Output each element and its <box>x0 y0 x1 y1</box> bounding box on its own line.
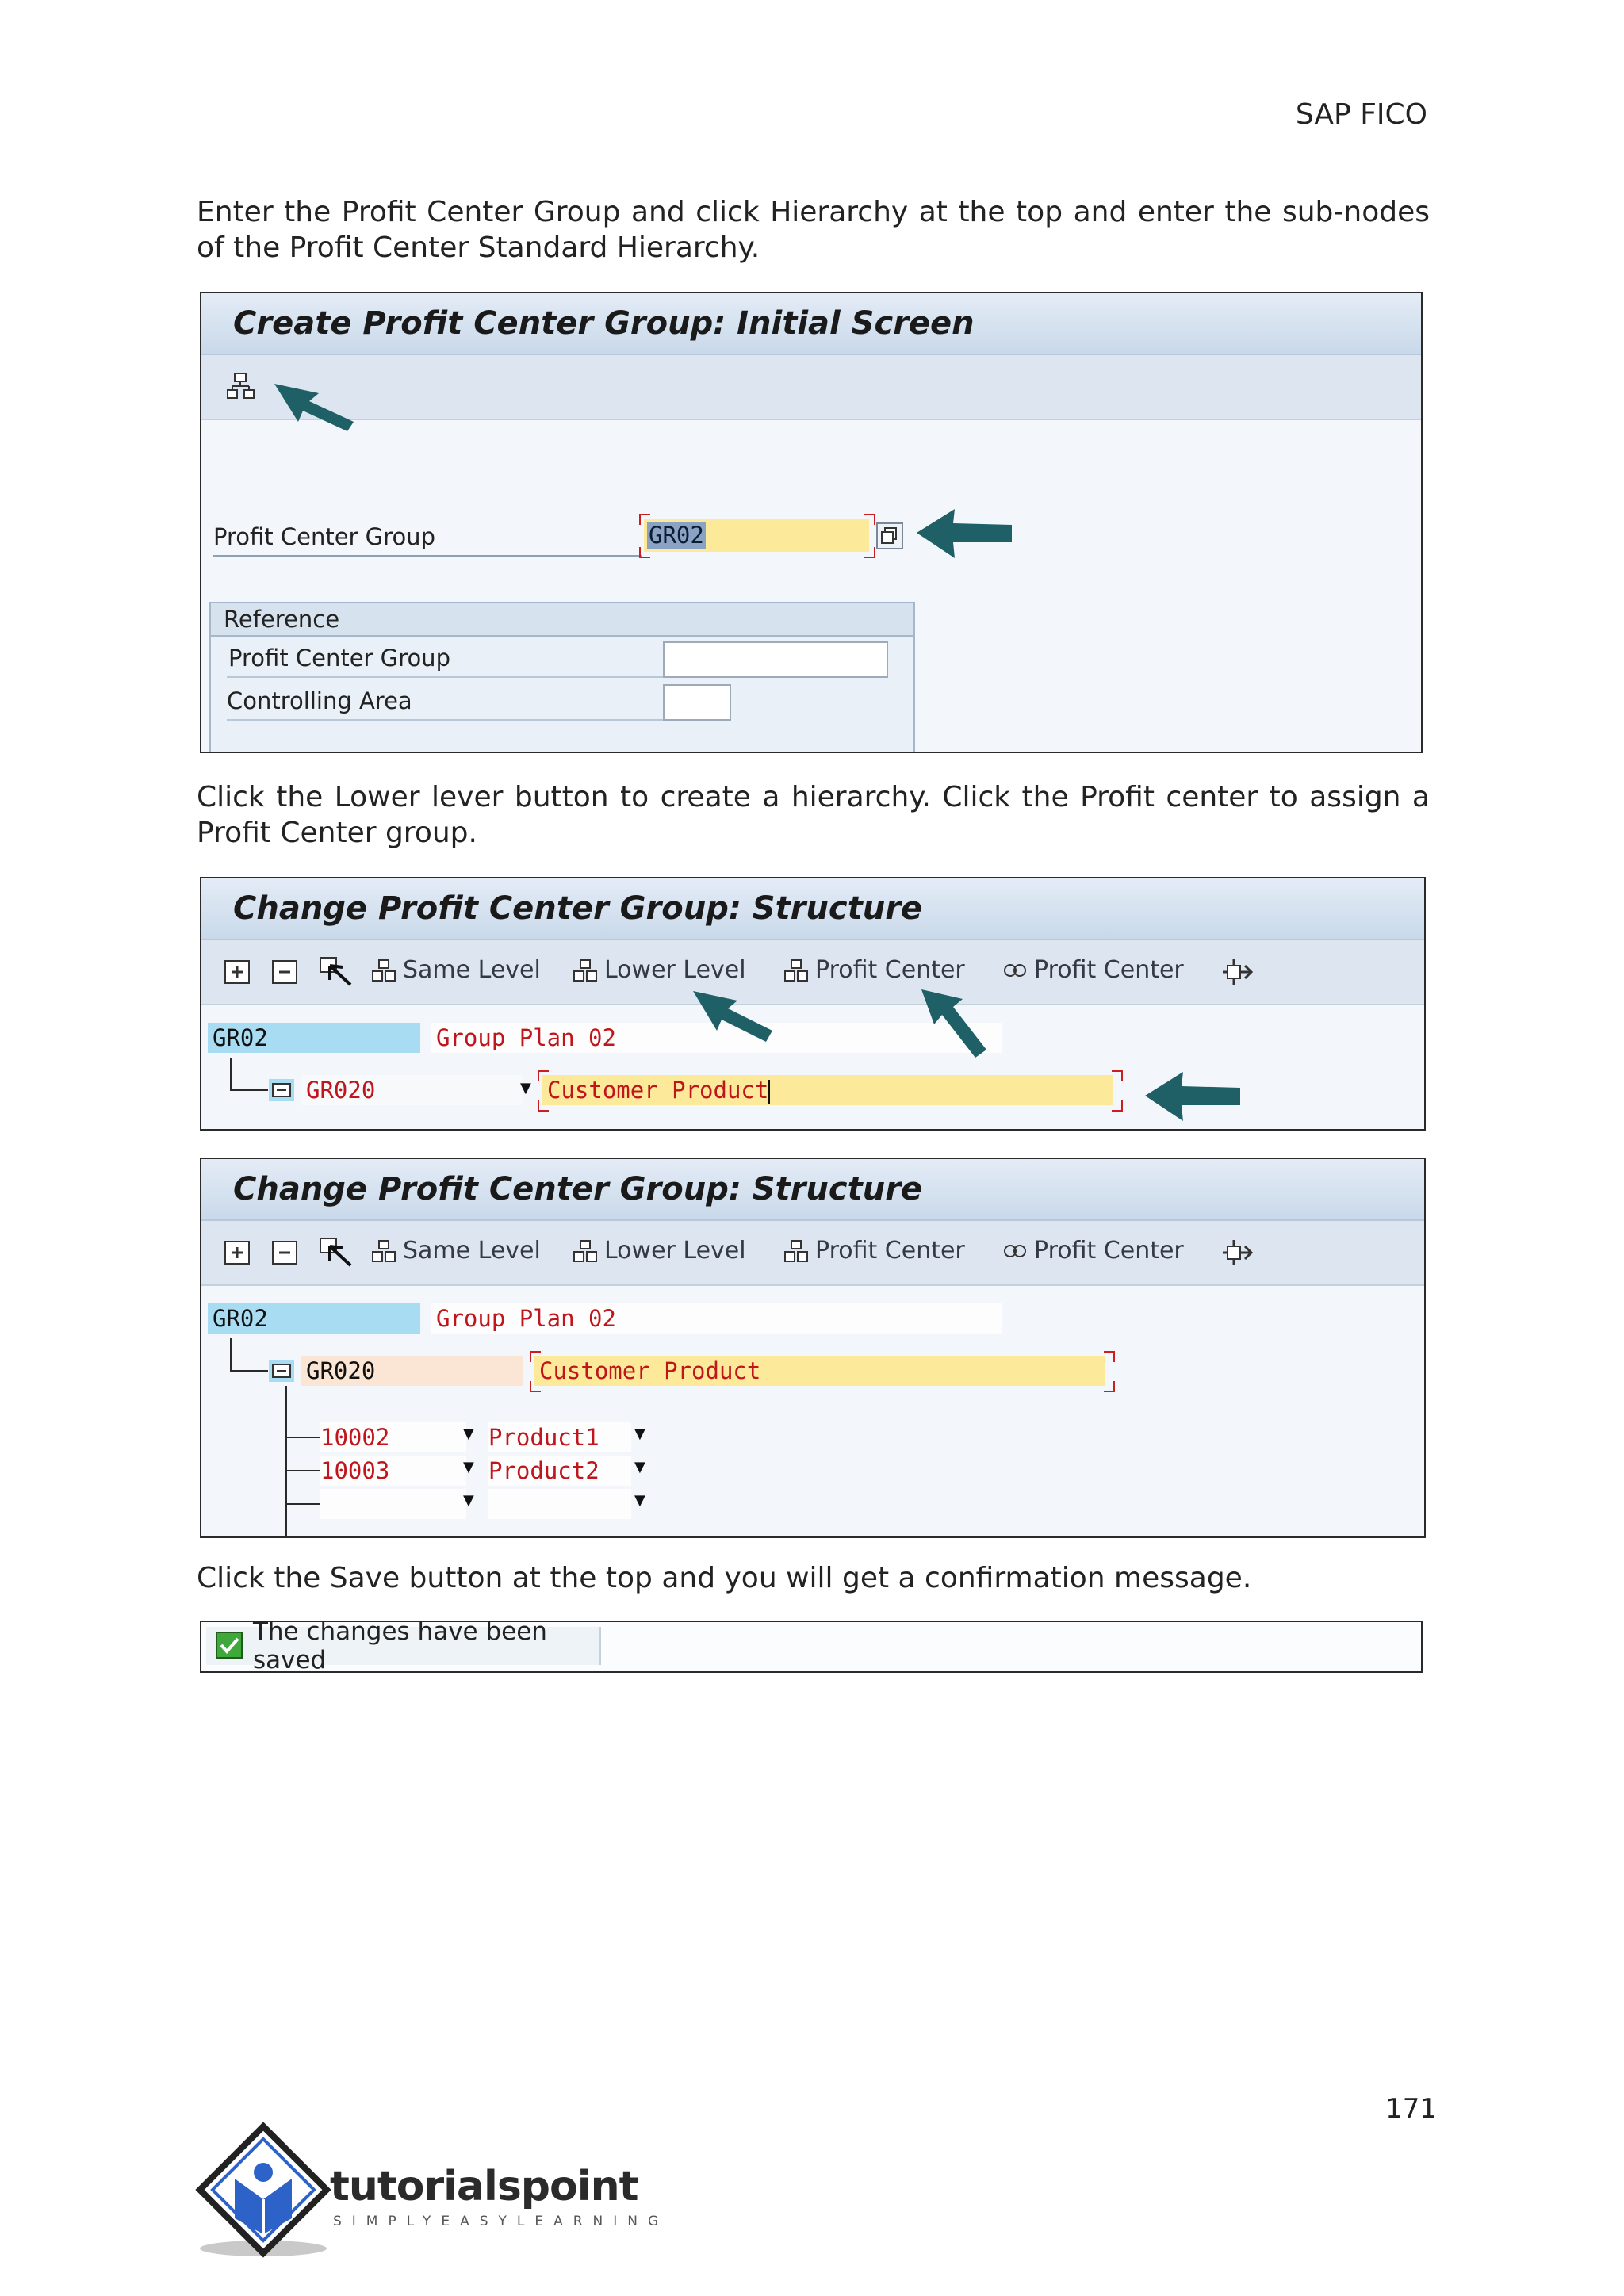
toolbar <box>201 1221 1424 1286</box>
lower-level-icon <box>573 959 599 982</box>
tree-connector <box>285 1386 287 1536</box>
collapse-subtree-icon[interactable] <box>271 958 303 986</box>
root-node-description[interactable]: Group Plan 02 <box>431 1023 1002 1053</box>
tree-connector <box>285 1470 320 1471</box>
page-number: 171 <box>1385 2093 1437 2125</box>
pointer-arrow-icon <box>1142 1069 1245 1126</box>
collapse-subtree-icon[interactable] <box>271 1238 303 1267</box>
controlling-area-input[interactable] <box>663 684 731 721</box>
tutorialspoint-logo <box>193 2122 669 2264</box>
link-icon <box>1002 1239 1029 1263</box>
label-underline <box>213 555 642 557</box>
required-marker <box>639 547 650 558</box>
tree-connector <box>230 1058 232 1091</box>
required-marker <box>1104 1351 1115 1362</box>
required-marker <box>864 547 875 558</box>
tree-connector <box>230 1370 268 1372</box>
expand-subtree-icon[interactable] <box>224 1238 255 1267</box>
required-marker <box>1112 1100 1123 1112</box>
required-marker <box>538 1100 549 1112</box>
screen-title: Create Profit Center Group: Initial Screen <box>201 293 1421 355</box>
logo-tagline: SIMPLYEASYLEARNING <box>333 2214 669 2229</box>
text-cursor <box>768 1080 770 1104</box>
required-marker <box>530 1351 541 1362</box>
dropdown-arrow-icon[interactable]: ▼ <box>634 1459 645 1475</box>
screen-title: Change Profit Center Group: Structure <box>201 878 1424 940</box>
tree-connector <box>230 1089 268 1091</box>
selected-text: GR02 <box>649 522 704 549</box>
dropdown-arrow-icon[interactable]: ▼ <box>634 1492 645 1509</box>
same-level-label: Same Level <box>403 1237 541 1265</box>
dropdown-arrow-icon[interactable]: ▼ <box>463 1459 474 1475</box>
hierarchy-icon[interactable] <box>225 371 259 403</box>
dropdown-arrow-icon[interactable]: ▼ <box>520 1080 531 1096</box>
lower-level-button[interactable] <box>573 1237 746 1265</box>
pointer-arrow-icon <box>271 379 358 434</box>
pointer-arrow-icon <box>914 506 1017 563</box>
profit-center-name[interactable]: Product1 <box>488 1422 631 1452</box>
profit-center-group-label: Profit Center Group <box>213 523 435 550</box>
profit-center-button[interactable] <box>783 956 965 984</box>
same-level-icon <box>371 959 398 982</box>
status-message <box>206 1617 601 1674</box>
reference-group-input[interactable] <box>663 641 888 678</box>
screenshot-change-structure-2 <box>200 1158 1426 1538</box>
same-level-label: Same Level <box>403 956 541 984</box>
instruction-paragraph-3: Click the Save button at the top and you will get a confirmation message. <box>197 1562 1252 1594</box>
folder-node-icon[interactable] <box>268 1078 295 1102</box>
profit-center-id[interactable]: 10003 <box>320 1456 466 1486</box>
label-underline <box>227 719 671 721</box>
reference-group-label: Profit Center Group <box>228 645 450 672</box>
logo-emblem-icon <box>193 2122 333 2261</box>
label-underline <box>227 676 671 678</box>
toolbar <box>201 940 1424 1005</box>
profit-center-assign-label: Profit Center <box>1034 1237 1184 1265</box>
lower-level-button[interactable] <box>573 956 746 984</box>
tree-connector <box>230 1338 232 1372</box>
status-bar <box>200 1617 1423 1674</box>
required-marker <box>538 1070 549 1081</box>
same-level-button[interactable] <box>371 956 541 984</box>
status-message-text: The changes have been saved <box>252 1617 547 1674</box>
profit-center-group-input[interactable] <box>644 519 869 552</box>
reference-group-box <box>209 602 915 753</box>
profit-center-label: Profit Center <box>815 1237 965 1265</box>
root-node-id[interactable]: GR02 <box>208 1023 420 1053</box>
screen-title: Change Profit Center Group: Structure <box>201 1159 1424 1221</box>
same-level-icon <box>371 1239 398 1263</box>
profit-center-label: Profit Center <box>815 956 965 984</box>
profit-center-icon <box>783 959 810 982</box>
profit-center-button[interactable] <box>783 1237 965 1265</box>
profit-center-assign-button[interactable] <box>1002 1237 1184 1265</box>
select-cursor-icon[interactable] <box>319 956 354 988</box>
dropdown-arrow-icon[interactable]: ▼ <box>634 1425 645 1442</box>
root-node-description[interactable]: Group Plan 02 <box>431 1303 1002 1334</box>
child-node-description[interactable]: Customer Product <box>534 1356 1105 1386</box>
reference-heading: Reference <box>211 603 914 637</box>
profit-center-name[interactable] <box>488 1489 631 1519</box>
success-check-icon <box>214 1630 243 1662</box>
link-icon <box>1002 959 1029 982</box>
dropdown-arrow-icon[interactable]: ▼ <box>463 1492 474 1509</box>
required-marker <box>530 1381 541 1392</box>
instruction-paragraph-2: Click the Lower lever button to create a hierarchy. Click the Profit center to assign a Profit Center group. <box>197 781 1430 849</box>
pointer-arrow-icon <box>918 986 990 1066</box>
child-node-id[interactable]: GR020 <box>301 1075 523 1105</box>
toolbar <box>201 355 1421 420</box>
same-level-button[interactable] <box>371 1237 541 1265</box>
profit-center-icon <box>783 1239 810 1263</box>
required-marker <box>864 514 875 525</box>
screenshot-create-profit-center-group <box>200 292 1423 753</box>
select-cursor-icon[interactable] <box>319 1237 354 1269</box>
expand-subtree-icon[interactable] <box>224 958 255 986</box>
child-node-description: Customer Product <box>547 1077 769 1104</box>
child-node-description-input[interactable] <box>542 1075 1113 1105</box>
lower-level-label: Lower Level <box>604 956 746 984</box>
logo-wordmark: tutorialspoint <box>330 2163 638 2210</box>
required-marker <box>1104 1381 1115 1392</box>
required-marker <box>1112 1070 1123 1081</box>
profit-center-name[interactable]: Product2 <box>488 1456 631 1486</box>
move-node-icon[interactable] <box>1220 956 1254 988</box>
tree-connector <box>285 1437 320 1438</box>
search-help-icon[interactable] <box>875 522 904 550</box>
controlling-area-label: Controlling Area <box>227 687 412 714</box>
pointer-arrow-icon <box>690 986 777 1050</box>
profit-center-id[interactable] <box>320 1489 466 1519</box>
profit-center-id[interactable]: 10002 <box>320 1422 466 1452</box>
dropdown-arrow-icon[interactable]: ▼ <box>463 1425 474 1442</box>
profit-center-assign-button[interactable] <box>1002 956 1184 984</box>
lower-level-icon <box>573 1239 599 1263</box>
tree-connector <box>285 1503 320 1505</box>
instruction-paragraph-1: Enter the Profit Center Group and click Hierarchy at the top and enter the sub-nodes of the Profit Center Standard Hierarchy. <box>197 196 1430 264</box>
lower-level-label: Lower Level <box>604 1237 746 1265</box>
child-node-id[interactable]: GR020 <box>301 1356 523 1386</box>
folder-node-icon[interactable] <box>268 1359 295 1383</box>
move-node-icon[interactable] <box>1220 1237 1254 1269</box>
required-marker <box>639 514 650 525</box>
root-node-id[interactable]: GR02 <box>208 1303 420 1334</box>
profit-center-assign-label: Profit Center <box>1034 956 1184 984</box>
screenshot-change-structure-1 <box>200 877 1426 1131</box>
document-header: SAP FICO <box>1295 98 1427 131</box>
